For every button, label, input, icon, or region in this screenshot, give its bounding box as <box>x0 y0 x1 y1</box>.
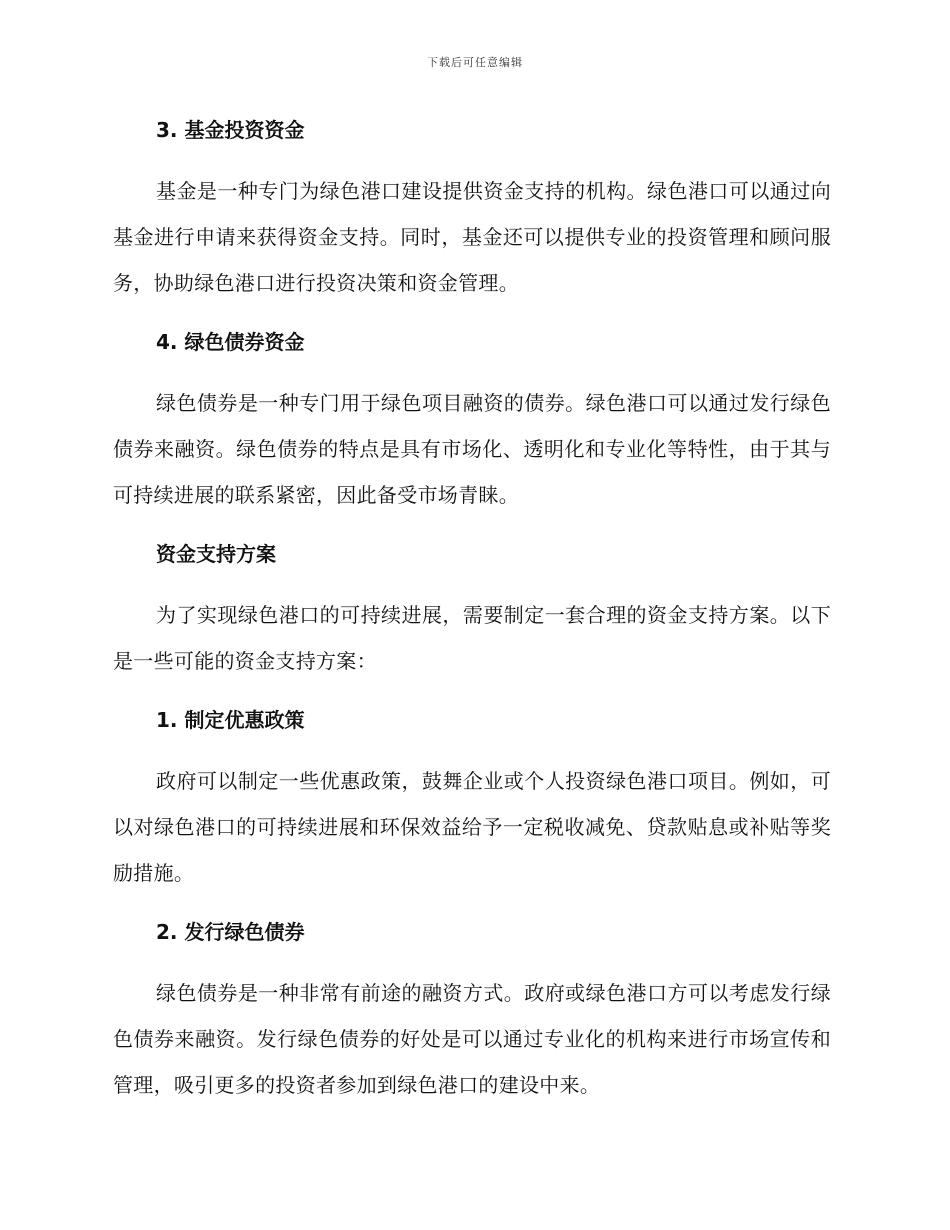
section-paragraph-issue-green-bonds: 绿色债券是一种非常有前途的融资方式。政府或绿色港口方可以考虑发行绿色债券来融资。发行绿色债券的好处是可以通过专业化的机构来进行市场宣传和管理，吸引更多的投资者参加到绿色港口的建设中来。 <box>113 981 831 1097</box>
section-heading-green-bond-funds: 4. 绿色债券资金 <box>156 330 305 354</box>
section-heading-preferential-policy: 1. 制定优惠政策 <box>156 708 305 732</box>
header-note: 下载后可任意编辑 <box>427 56 523 69</box>
section-heading-fund-investment: 3. 基金投资资金 <box>156 118 305 142</box>
section-heading-funding-plan: 资金支持方案 <box>156 542 276 566</box>
section-paragraph-funding-plan: 为了实现绿色港口的可持续进展，需要制定一套合理的资金支持方案。以下是一些可能的资金支持方案： <box>113 603 831 673</box>
section-paragraph-preferential-policy: 政府可以制定一些优惠政策，鼓舞企业或个人投资绿色港口项目。例如，可以对绿色港口的可持续进展和环保效益给予一定税收减免、贷款贴息或补贴等奖励措施。 <box>113 769 831 885</box>
section-paragraph-green-bond-funds: 绿色债券是一种专门用于绿色项目融资的债券。绿色港口可以通过发行绿色债券来融资。绿色债券的特点是具有市场化、透明化和专业化等特性，由于其与可持续进展的联系紧密，因此备受市场青睐。 <box>113 391 831 507</box>
section-paragraph-fund-investment: 基金是一种专门为绿色港口建设提供资金支持的机构。绿色港口可以通过向基金进行申请来获得资金支持。同时，基金还可以提供专业的投资管理和顾问服务，协助绿色港口进行投资决策和资金管理。 <box>113 179 831 295</box>
document-body <box>113 112 831 1108</box>
section-heading-issue-green-bonds: 2. 发行绿色债券 <box>156 920 305 944</box>
